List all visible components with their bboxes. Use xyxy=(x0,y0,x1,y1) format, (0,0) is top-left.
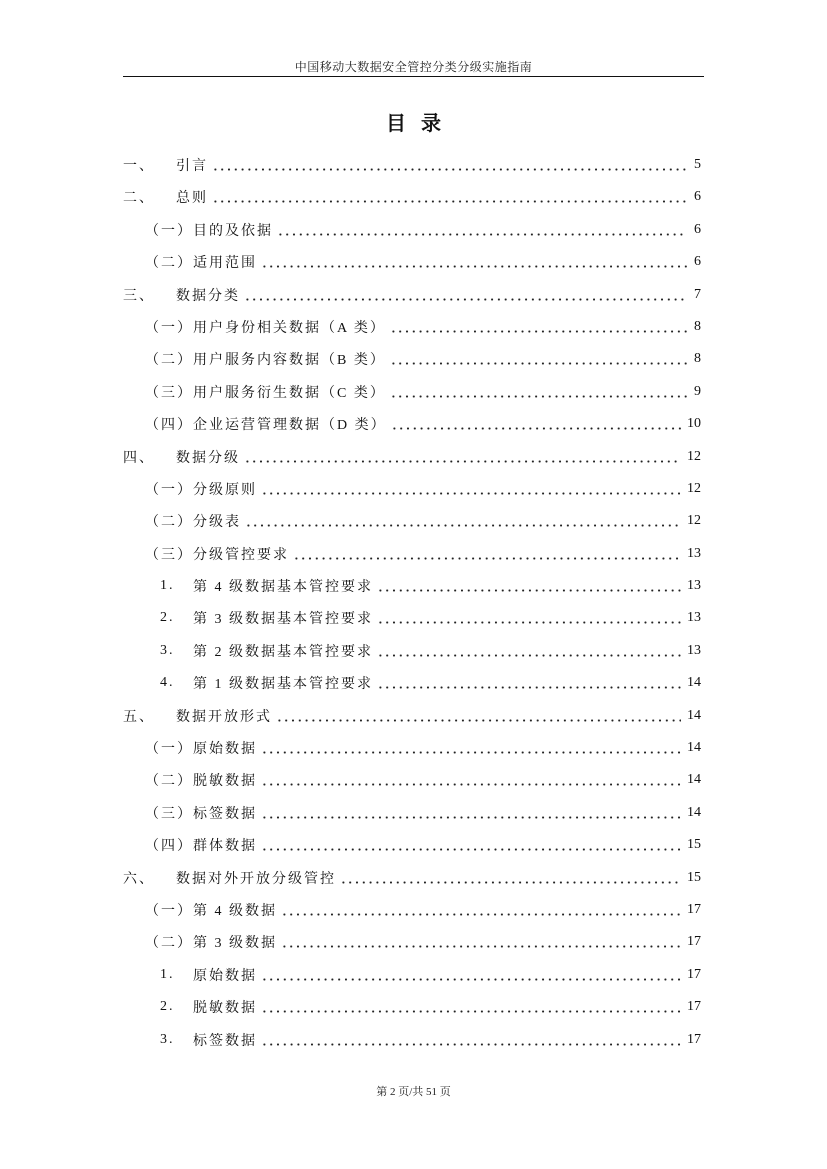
toc-entry xyxy=(123,797,701,829)
toc-entry-title: 脱敏数据 xyxy=(193,774,257,790)
toc-entry xyxy=(123,343,701,375)
toc-entry-number: 4. xyxy=(160,675,175,691)
toc-entry xyxy=(123,537,701,569)
toc-entry-title: 用户服务衍生数据（C 类） xyxy=(193,385,386,401)
toc-dot-leader xyxy=(377,676,681,690)
toc-dot-leader xyxy=(390,320,687,334)
toc-entry-number: （二） xyxy=(145,774,193,790)
toc-entry-number: 四、 xyxy=(123,450,155,466)
toc-entry-page-number: 14 xyxy=(687,804,701,820)
toc-entry-number: （四） xyxy=(145,418,193,434)
toc-entry xyxy=(123,894,701,926)
toc-entry-number: （三） xyxy=(145,385,193,401)
toc-dot-leader xyxy=(261,773,681,787)
toc-entry-page-number: 12 xyxy=(687,480,701,496)
toc-entry-page-number: 6 xyxy=(694,221,701,237)
toc-entry-number: 二、 xyxy=(123,191,155,207)
toc-entry xyxy=(123,1023,701,1055)
toc-entry-page-number: 17 xyxy=(687,999,701,1015)
toc-entry-title: 目的及依据 xyxy=(193,223,273,239)
toc-entry xyxy=(123,311,701,343)
toc-dot-leader xyxy=(261,1033,681,1047)
toc-list xyxy=(123,149,701,1056)
toc-dot-leader xyxy=(377,611,681,625)
toc-entry xyxy=(123,861,701,893)
toc-entry-page-number: 17 xyxy=(687,1031,701,1047)
toc-entry xyxy=(123,602,701,634)
toc-entry xyxy=(123,376,701,408)
toc-entry-page-number: 13 xyxy=(687,578,701,594)
toc-entry-title: 适用范围 xyxy=(193,256,257,272)
toc-entry-number: （二） xyxy=(145,936,193,952)
toc-entry-page-number: 10 xyxy=(687,416,701,432)
toc-entry-page-number: 9 xyxy=(694,383,701,399)
toc-entry-title: 数据分级 xyxy=(176,450,240,466)
toc-entry-page-number: 13 xyxy=(687,642,701,658)
toc-dot-leader xyxy=(245,514,681,528)
toc-entry-number: 3. xyxy=(160,642,175,658)
toc-entry-number: 1. xyxy=(160,578,175,594)
toc-entry-page-number: 6 xyxy=(694,254,701,270)
toc-entry xyxy=(123,926,701,958)
toc-entry-number: （一） xyxy=(145,903,193,919)
toc-entry xyxy=(123,764,701,796)
toc-entry-page-number: 14 xyxy=(687,772,701,788)
toc-entry-page-number: 5 xyxy=(694,156,701,172)
toc-entry-number: 一、 xyxy=(123,158,155,174)
toc-entry-number: （二） xyxy=(145,515,193,531)
toc-entry xyxy=(123,570,701,602)
toc-entry xyxy=(123,408,701,440)
toc-dot-leader xyxy=(390,352,687,366)
toc-entry-number: （二） xyxy=(145,353,193,369)
toc-heading: 目 录 xyxy=(386,113,446,135)
toc-entry xyxy=(123,991,701,1023)
toc-entry-number: （四） xyxy=(145,839,193,855)
toc-dot-leader xyxy=(261,741,681,755)
toc-entry-title: 第 2 级数据基本管控要求 xyxy=(193,644,373,660)
toc-entry-number: 2. xyxy=(160,610,175,626)
toc-entry-page-number: 12 xyxy=(687,448,701,464)
toc-entry-number: 三、 xyxy=(123,288,155,304)
toc-entry-number: （一） xyxy=(145,223,193,239)
toc-dot-leader xyxy=(261,255,687,269)
toc-entry-number: 五、 xyxy=(123,709,155,725)
toc-dot-leader xyxy=(277,223,687,237)
toc-entry-page-number: 12 xyxy=(687,513,701,529)
toc-entry xyxy=(123,667,701,699)
toc-entry-title: 数据对外开放分级管控 xyxy=(176,871,336,887)
toc-dot-leader xyxy=(261,482,681,496)
toc-entry xyxy=(123,635,701,667)
toc-entry-number: 2. xyxy=(160,999,175,1015)
toc-entry-title: 总则 xyxy=(176,191,208,207)
toc-entry-title: 数据开放形式 xyxy=(176,709,272,725)
running-header-title: 中国移动大数据安全管控分类分级实施指南 xyxy=(294,60,533,74)
toc-dot-leader xyxy=(261,968,681,982)
toc-entry-number: （一） xyxy=(145,320,193,336)
toc-entry-title: 第 3 级数据 xyxy=(193,936,277,952)
toc-dot-leader xyxy=(212,158,687,172)
toc-dot-leader xyxy=(377,644,681,658)
toc-entry xyxy=(123,959,701,991)
toc-entry-page-number: 15 xyxy=(687,837,701,853)
toc-dot-leader xyxy=(340,871,681,885)
toc-entry-title: 分级管控要求 xyxy=(193,547,289,563)
toc-dot-leader xyxy=(281,935,681,949)
toc-dot-leader xyxy=(244,450,681,464)
toc-entry xyxy=(123,505,701,537)
toc-entry-number: 六、 xyxy=(123,871,155,887)
toc-dot-leader xyxy=(261,806,681,820)
toc-dot-leader xyxy=(293,547,681,561)
toc-entry xyxy=(123,829,701,861)
toc-entry-number: （一） xyxy=(145,482,193,498)
toc-entry-title: 第 4 级数据基本管控要求 xyxy=(193,580,373,596)
toc-entry xyxy=(123,278,701,310)
toc-entry-page-number: 17 xyxy=(687,934,701,950)
toc-entry-title: 分级原则 xyxy=(193,482,257,498)
toc-entry-title: 第 3 级数据基本管控要求 xyxy=(193,612,373,628)
toc-entry-title: 数据分类 xyxy=(176,288,240,304)
toc-dot-leader xyxy=(377,579,681,593)
toc-entry-number: （三） xyxy=(145,806,193,822)
toc-entry-page-number: 15 xyxy=(687,869,701,885)
toc-dot-leader xyxy=(391,417,681,431)
toc-entry xyxy=(123,732,701,764)
page-indicator: 第 2 页/共 51 页 xyxy=(376,1086,451,1098)
toc-dot-leader xyxy=(390,385,687,399)
toc-dot-leader xyxy=(276,709,681,723)
toc-entry-title: 标签数据 xyxy=(193,806,257,822)
toc-entry-page-number: 14 xyxy=(687,675,701,691)
toc-entry xyxy=(123,699,701,731)
toc-entry-title: 原始数据 xyxy=(193,968,257,984)
toc-entry-page-number: 8 xyxy=(694,318,701,334)
toc-entry xyxy=(123,473,701,505)
toc-entry xyxy=(123,181,701,213)
toc-entry-page-number: 8 xyxy=(694,351,701,367)
toc-entry-page-number: 17 xyxy=(687,901,701,917)
toc-dot-leader xyxy=(244,288,687,302)
toc-entry-number: （三） xyxy=(145,547,193,563)
toc-dot-leader xyxy=(281,903,681,917)
toc-dot-leader xyxy=(212,190,687,204)
toc-entry-title: 第 4 级数据 xyxy=(193,903,277,919)
toc-entry-page-number: 14 xyxy=(687,707,701,723)
toc-entry-number: 3. xyxy=(160,1031,175,1047)
toc-entry xyxy=(123,440,701,472)
toc-dot-leader xyxy=(261,838,681,852)
toc-entry-title: 引言 xyxy=(176,158,208,174)
toc-entry-title: 用户身份相关数据（A 类） xyxy=(193,320,386,336)
toc-entry xyxy=(123,214,701,246)
toc-dot-leader xyxy=(261,1000,681,1014)
header-divider xyxy=(123,76,704,77)
toc-entry xyxy=(123,149,701,181)
toc-entry-title: 企业运营管理数据（D 类） xyxy=(193,418,387,434)
toc-entry-title: 原始数据 xyxy=(193,742,257,758)
toc-entry-title: 分级表 xyxy=(193,515,241,531)
toc-entry-title: 群体数据 xyxy=(193,839,257,855)
toc-entry-page-number: 6 xyxy=(694,189,701,205)
toc-entry xyxy=(123,246,701,278)
toc-entry-page-number: 17 xyxy=(687,966,701,982)
toc-entry-page-number: 13 xyxy=(687,610,701,626)
toc-entry-title: 用户服务内容数据（B 类） xyxy=(193,353,386,369)
toc-entry-page-number: 13 xyxy=(687,545,701,561)
toc-entry-title: 脱敏数据 xyxy=(193,1001,257,1017)
toc-entry-number: 1. xyxy=(160,966,175,982)
toc-entry-number: （一） xyxy=(145,742,193,758)
toc-entry-title: 标签数据 xyxy=(193,1033,257,1049)
toc-entry-title: 第 1 级数据基本管控要求 xyxy=(193,677,373,693)
toc-entry-page-number: 14 xyxy=(687,740,701,756)
toc-entry-page-number: 7 xyxy=(694,286,701,302)
toc-entry-number: （二） xyxy=(145,256,193,272)
